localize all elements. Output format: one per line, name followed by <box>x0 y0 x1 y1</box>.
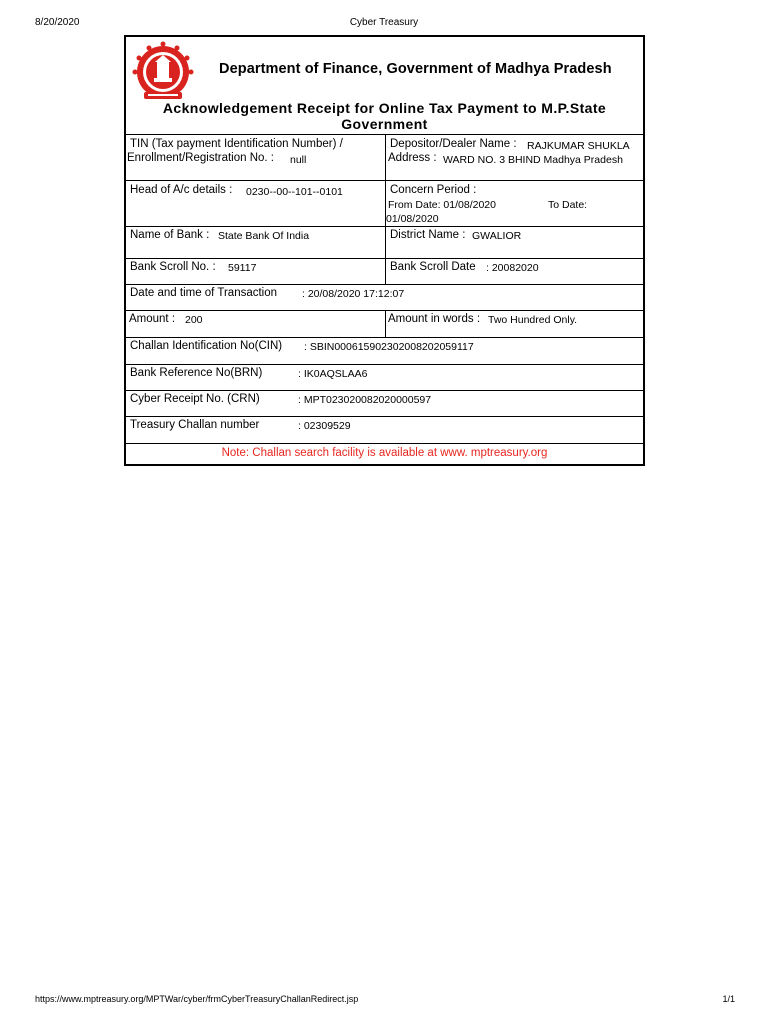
scroll-date-value: : 20082020 <box>486 262 539 274</box>
depositor-value: RAJKUMAR SHUKLA <box>527 140 630 152</box>
transaction-label: Date and time of Transaction <box>130 287 278 299</box>
challan-value: : 02309529 <box>298 420 351 432</box>
tin-value: null <box>290 154 307 166</box>
row-cin <box>126 337 643 364</box>
receipt-header <box>126 37 643 134</box>
row-scroll <box>126 258 643 284</box>
row-brn <box>126 364 643 390</box>
challan-note: Note: Challan search facility is available at www. mptreasury.org <box>221 447 548 459</box>
transaction-value: : 20/08/2020 17:12:07 <box>302 288 405 300</box>
row-bank-district <box>126 226 643 258</box>
to-date-value: 01/08/2020 <box>386 213 439 225</box>
cin-label: Challan Identification No(CIN) <box>130 340 283 352</box>
acknowledgement-title: Acknowledgement Receipt for Online Tax Payment to M.P.State Government <box>162 100 607 132</box>
row-tin-depositor <box>126 134 643 180</box>
footer-page-number: 1/1 <box>722 994 735 1004</box>
row-challan <box>126 416 643 443</box>
address-value: WARD NO. 3 BHIND Madhya Pradesh <box>443 154 623 166</box>
from-date: From Date: 01/08/2020 <box>388 199 496 211</box>
row-amount <box>126 310 643 337</box>
head-of-ac-value: 0230--00--101--0101 <box>246 186 343 198</box>
amount-words-label: Amount in words : <box>388 313 481 325</box>
address-label: Address : <box>388 152 437 164</box>
mp-emblem-icon <box>132 40 194 102</box>
print-date: 8/20/2020 <box>35 17 80 28</box>
crn-value: : MPT023020082020000597 <box>298 394 432 406</box>
crn-label: Cyber Receipt No. (CRN) <box>130 393 260 405</box>
row-transaction <box>126 284 643 310</box>
district-value: GWALIOR <box>472 230 522 242</box>
amount-words-value: Two Hundred Only. <box>488 314 578 326</box>
scroll-no-value: 59117 <box>228 262 257 274</box>
amount-value: 200 <box>185 314 203 326</box>
brn-value: : IK0AQSLAA6 <box>298 368 368 380</box>
head-of-ac-label: Head of A/c details : <box>130 184 233 196</box>
department-title: Department of Finance, Government of Madhya Pradesh <box>219 61 612 77</box>
row-note <box>126 443 643 464</box>
district-label: District Name : <box>390 229 466 241</box>
bank-name-label: Name of Bank : <box>130 229 210 241</box>
tin-label: TIN (Tax payment Identification Number) / <box>130 138 343 150</box>
to-date-label: To Date: <box>548 199 588 211</box>
depositor-label: Depositor/Dealer Name : <box>390 138 517 150</box>
print-title: Cyber Treasury <box>349 17 419 28</box>
receipt-form <box>124 35 645 466</box>
amount-label: Amount : <box>129 313 176 325</box>
scroll-date-label: Bank Scroll Date <box>390 261 476 273</box>
brn-label: Bank Reference No(BRN) <box>130 367 263 379</box>
row-head-period <box>126 180 643 226</box>
scroll-no-label: Bank Scroll No. : <box>130 261 216 273</box>
row-crn <box>126 390 643 416</box>
enrollment-label: Enrollment/Registration No. : <box>127 152 275 164</box>
footer-url: https://www.mptreasury.org/MPTWar/cyber/frmCyberTreasuryChallanRedirect.jsp <box>35 994 359 1004</box>
challan-label: Treasury Challan number <box>130 419 260 431</box>
bank-name-value: State Bank Of India <box>218 230 310 242</box>
concern-period-label: Concern Period : <box>390 184 477 196</box>
cin-value: : SBIN00061590230200820205911​7 <box>304 341 474 353</box>
